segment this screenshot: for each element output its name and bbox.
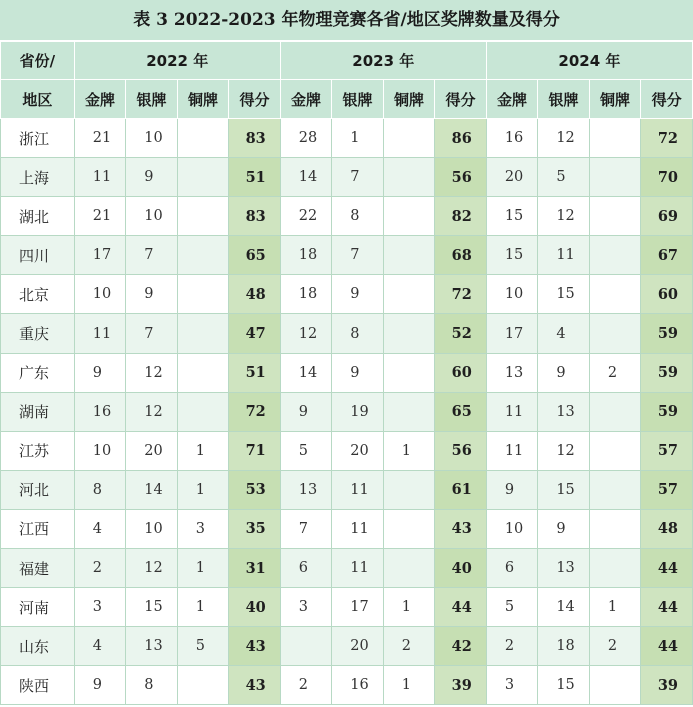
score-cell-2022: 43 <box>229 627 281 666</box>
gold-cell-2024: 3 <box>486 666 538 705</box>
gold-cell-2023: 6 <box>280 549 332 588</box>
bronze-cell-2024 <box>589 158 641 197</box>
silver-cell-2023: 9 <box>332 353 384 392</box>
gold-cell-2023: 22 <box>280 197 332 236</box>
score-cell-2022: 83 <box>229 197 281 236</box>
bronze-cell-2023: 1 <box>383 431 435 470</box>
gold-cell-2023: 13 <box>280 470 332 509</box>
silver-cell-2023: 11 <box>332 549 384 588</box>
gold-cell-2024: 20 <box>486 158 538 197</box>
table-row <box>1 119 693 158</box>
gold-cell-2023: 2 <box>280 666 332 705</box>
bronze-cell-2023: 1 <box>383 666 435 705</box>
gold-cell-2024: 11 <box>486 431 538 470</box>
score-cell-2023: 60 <box>435 353 487 392</box>
bronze-cell-2023 <box>383 353 435 392</box>
table-row <box>1 666 693 705</box>
score-cell-2023: 61 <box>435 470 487 509</box>
score-cell-2023: 65 <box>435 392 487 431</box>
gold-cell-2022: 8 <box>74 470 126 509</box>
gold-cell-2024: 9 <box>486 470 538 509</box>
col-gold-2023: 金牌 <box>280 80 332 119</box>
province-cell: 湖北 <box>1 197 75 236</box>
bronze-cell-2022 <box>177 119 229 158</box>
table-body <box>1 119 693 705</box>
score-cell-2023: 56 <box>435 431 487 470</box>
gold-cell-2022: 2 <box>74 549 126 588</box>
gold-cell-2024: 15 <box>486 197 538 236</box>
bronze-cell-2022 <box>177 158 229 197</box>
silver-cell-2024: 13 <box>538 549 590 588</box>
score-cell-2024: 72 <box>641 119 693 158</box>
table-row <box>1 509 693 548</box>
silver-cell-2023: 7 <box>332 158 384 197</box>
score-cell-2022: 51 <box>229 353 281 392</box>
score-cell-2023: 82 <box>435 197 487 236</box>
gold-cell-2024: 10 <box>486 275 538 314</box>
score-cell-2024: 48 <box>641 509 693 548</box>
bronze-cell-2023 <box>383 470 435 509</box>
bronze-cell-2022: 5 <box>177 627 229 666</box>
province-cell: 山东 <box>1 627 75 666</box>
bronze-cell-2022: 1 <box>177 431 229 470</box>
score-cell-2023: 42 <box>435 627 487 666</box>
silver-cell-2024: 5 <box>538 158 590 197</box>
silver-cell-2022: 10 <box>126 119 178 158</box>
bronze-cell-2024 <box>589 392 641 431</box>
score-cell-2024: 59 <box>641 314 693 353</box>
silver-cell-2023: 7 <box>332 236 384 275</box>
score-cell-2024: 44 <box>641 588 693 627</box>
bronze-cell-2024 <box>589 666 641 705</box>
silver-cell-2022: 7 <box>126 236 178 275</box>
silver-cell-2023: 20 <box>332 627 384 666</box>
gold-cell-2023: 14 <box>280 158 332 197</box>
year-header-2022: 2022 年 <box>74 42 280 80</box>
bronze-cell-2024 <box>589 236 641 275</box>
silver-cell-2023: 8 <box>332 314 384 353</box>
gold-cell-2022: 4 <box>74 509 126 548</box>
gold-cell-2022: 11 <box>74 314 126 353</box>
table-row <box>1 549 693 588</box>
bronze-cell-2023 <box>383 119 435 158</box>
silver-cell-2022: 9 <box>126 158 178 197</box>
col-gold-2022: 金牌 <box>74 80 126 119</box>
silver-cell-2023: 11 <box>332 509 384 548</box>
score-cell-2024: 59 <box>641 392 693 431</box>
silver-cell-2022: 14 <box>126 470 178 509</box>
province-cell: 重庆 <box>1 314 75 353</box>
silver-cell-2022: 20 <box>126 431 178 470</box>
bronze-cell-2022 <box>177 392 229 431</box>
bronze-cell-2024 <box>589 197 641 236</box>
gold-cell-2022: 21 <box>74 197 126 236</box>
year-header-2024: 2024 年 <box>486 42 692 80</box>
silver-cell-2024: 13 <box>538 392 590 431</box>
score-cell-2024: 60 <box>641 275 693 314</box>
gold-cell-2024: 11 <box>486 392 538 431</box>
score-cell-2022: 48 <box>229 275 281 314</box>
col-gold-2024: 金牌 <box>486 80 538 119</box>
score-cell-2022: 43 <box>229 666 281 705</box>
silver-cell-2023: 19 <box>332 392 384 431</box>
silver-cell-2023: 20 <box>332 431 384 470</box>
province-cell: 福建 <box>1 549 75 588</box>
bronze-cell-2023: 2 <box>383 627 435 666</box>
bronze-cell-2024: 1 <box>589 588 641 627</box>
gold-cell-2023: 5 <box>280 431 332 470</box>
col-silver-2022: 银牌 <box>126 80 178 119</box>
gold-cell-2024: 10 <box>486 509 538 548</box>
bronze-cell-2024 <box>589 549 641 588</box>
score-cell-2023: 56 <box>435 158 487 197</box>
score-cell-2024: 57 <box>641 470 693 509</box>
col-silver-2023: 银牌 <box>332 80 384 119</box>
bronze-cell-2024: 2 <box>589 353 641 392</box>
table-row <box>1 197 693 236</box>
score-cell-2023: 39 <box>435 666 487 705</box>
gold-cell-2023: 12 <box>280 314 332 353</box>
gold-cell-2024: 2 <box>486 627 538 666</box>
silver-cell-2023: 1 <box>332 119 384 158</box>
bronze-cell-2022 <box>177 275 229 314</box>
table-row <box>1 353 693 392</box>
score-cell-2024: 59 <box>641 353 693 392</box>
gold-cell-2023: 18 <box>280 275 332 314</box>
bronze-cell-2022: 1 <box>177 549 229 588</box>
gold-cell-2022: 9 <box>74 666 126 705</box>
silver-cell-2023: 8 <box>332 197 384 236</box>
score-cell-2024: 69 <box>641 197 693 236</box>
gold-cell-2024: 16 <box>486 119 538 158</box>
col-bronze-2022: 铜牌 <box>177 80 229 119</box>
table-row <box>1 158 693 197</box>
score-cell-2023: 68 <box>435 236 487 275</box>
silver-cell-2022: 15 <box>126 588 178 627</box>
gold-cell-2024: 5 <box>486 588 538 627</box>
table-row <box>1 392 693 431</box>
score-cell-2022: 72 <box>229 392 281 431</box>
silver-cell-2024: 9 <box>538 509 590 548</box>
province-cell: 广东 <box>1 353 75 392</box>
bronze-cell-2023 <box>383 509 435 548</box>
gold-cell-2022: 9 <box>74 353 126 392</box>
silver-cell-2024: 11 <box>538 236 590 275</box>
score-cell-2022: 40 <box>229 588 281 627</box>
bronze-cell-2022 <box>177 197 229 236</box>
silver-cell-2022: 13 <box>126 627 178 666</box>
bronze-cell-2023: 1 <box>383 588 435 627</box>
silver-cell-2022: 12 <box>126 353 178 392</box>
gold-cell-2023: 3 <box>280 588 332 627</box>
score-cell-2024: 44 <box>641 627 693 666</box>
gold-cell-2024: 6 <box>486 549 538 588</box>
bronze-cell-2022: 1 <box>177 588 229 627</box>
province-cell: 湖南 <box>1 392 75 431</box>
bronze-cell-2023 <box>383 392 435 431</box>
province-cell: 四川 <box>1 236 75 275</box>
medal-table <box>0 41 693 705</box>
province-cell: 江苏 <box>1 431 75 470</box>
province-cell: 河南 <box>1 588 75 627</box>
gold-cell-2022: 10 <box>74 431 126 470</box>
silver-cell-2022: 10 <box>126 509 178 548</box>
score-cell-2023: 43 <box>435 509 487 548</box>
silver-cell-2022: 9 <box>126 275 178 314</box>
score-cell-2024: 44 <box>641 549 693 588</box>
gold-cell-2023: 28 <box>280 119 332 158</box>
gold-cell-2022: 21 <box>74 119 126 158</box>
score-cell-2024: 39 <box>641 666 693 705</box>
silver-cell-2022: 7 <box>126 314 178 353</box>
score-cell-2022: 35 <box>229 509 281 548</box>
silver-cell-2024: 12 <box>538 119 590 158</box>
silver-cell-2024: 18 <box>538 627 590 666</box>
province-header-top: 省份/ <box>1 42 75 80</box>
gold-cell-2023 <box>280 627 332 666</box>
gold-cell-2024: 15 <box>486 236 538 275</box>
province-cell: 上海 <box>1 158 75 197</box>
bronze-cell-2024 <box>589 509 641 548</box>
province-cell: 浙江 <box>1 119 75 158</box>
bronze-cell-2022 <box>177 666 229 705</box>
gold-cell-2023: 7 <box>280 509 332 548</box>
table-row <box>1 431 693 470</box>
score-cell-2024: 70 <box>641 158 693 197</box>
bronze-cell-2023 <box>383 549 435 588</box>
silver-cell-2024: 9 <box>538 353 590 392</box>
score-cell-2024: 67 <box>641 236 693 275</box>
col-bronze-2023: 铜牌 <box>383 80 435 119</box>
province-cell: 陕西 <box>1 666 75 705</box>
silver-cell-2024: 4 <box>538 314 590 353</box>
score-cell-2022: 47 <box>229 314 281 353</box>
score-cell-2023: 40 <box>435 549 487 588</box>
bronze-cell-2022: 3 <box>177 509 229 548</box>
silver-cell-2023: 16 <box>332 666 384 705</box>
year-header-2023: 2023 年 <box>280 42 486 80</box>
province-cell: 北京 <box>1 275 75 314</box>
province-cell: 河北 <box>1 470 75 509</box>
bronze-cell-2022 <box>177 236 229 275</box>
silver-cell-2023: 9 <box>332 275 384 314</box>
bronze-cell-2023 <box>383 275 435 314</box>
province-header-bottom: 地区 <box>1 80 75 119</box>
score-cell-2023: 44 <box>435 588 487 627</box>
score-cell-2023: 72 <box>435 275 487 314</box>
bronze-cell-2023 <box>383 314 435 353</box>
col-score-2022: 得分 <box>229 80 281 119</box>
silver-cell-2022: 12 <box>126 392 178 431</box>
gold-cell-2022: 16 <box>74 392 126 431</box>
bronze-cell-2024 <box>589 431 641 470</box>
score-cell-2022: 53 <box>229 470 281 509</box>
col-bronze-2024: 铜牌 <box>589 80 641 119</box>
table-row <box>1 470 693 509</box>
col-silver-2024: 银牌 <box>538 80 590 119</box>
score-cell-2022: 31 <box>229 549 281 588</box>
gold-cell-2022: 17 <box>74 236 126 275</box>
score-cell-2022: 51 <box>229 158 281 197</box>
silver-cell-2024: 14 <box>538 588 590 627</box>
gold-cell-2022: 4 <box>74 627 126 666</box>
silver-cell-2024: 12 <box>538 431 590 470</box>
bronze-cell-2024 <box>589 470 641 509</box>
gold-cell-2022: 11 <box>74 158 126 197</box>
table-row <box>1 275 693 314</box>
silver-cell-2022: 8 <box>126 666 178 705</box>
score-cell-2022: 65 <box>229 236 281 275</box>
gold-cell-2024: 17 <box>486 314 538 353</box>
gold-cell-2022: 3 <box>74 588 126 627</box>
table-title: 表 3 2022-2023 年物理竞赛各省/地区奖牌数量及得分 <box>0 0 693 41</box>
silver-cell-2022: 12 <box>126 549 178 588</box>
silver-cell-2024: 15 <box>538 666 590 705</box>
bronze-cell-2022: 1 <box>177 470 229 509</box>
province-cell: 江西 <box>1 509 75 548</box>
bronze-cell-2024 <box>589 275 641 314</box>
silver-cell-2023: 11 <box>332 470 384 509</box>
col-score-2023: 得分 <box>435 80 487 119</box>
score-cell-2023: 52 <box>435 314 487 353</box>
bronze-cell-2022 <box>177 314 229 353</box>
gold-cell-2023: 9 <box>280 392 332 431</box>
score-cell-2023: 86 <box>435 119 487 158</box>
bronze-cell-2024 <box>589 314 641 353</box>
table-header <box>1 42 693 119</box>
bronze-cell-2024: 2 <box>589 627 641 666</box>
silver-cell-2022: 10 <box>126 197 178 236</box>
score-cell-2022: 71 <box>229 431 281 470</box>
gold-cell-2023: 18 <box>280 236 332 275</box>
table-row <box>1 627 693 666</box>
bronze-cell-2022 <box>177 353 229 392</box>
gold-cell-2023: 14 <box>280 353 332 392</box>
score-cell-2022: 83 <box>229 119 281 158</box>
bronze-cell-2024 <box>589 119 641 158</box>
silver-cell-2024: 15 <box>538 470 590 509</box>
col-score-2024: 得分 <box>641 80 693 119</box>
gold-cell-2024: 13 <box>486 353 538 392</box>
bronze-cell-2023 <box>383 236 435 275</box>
gold-cell-2022: 10 <box>74 275 126 314</box>
table-row <box>1 588 693 627</box>
bronze-cell-2023 <box>383 197 435 236</box>
score-cell-2024: 57 <box>641 431 693 470</box>
silver-cell-2024: 15 <box>538 275 590 314</box>
table-row <box>1 314 693 353</box>
silver-cell-2023: 17 <box>332 588 384 627</box>
bronze-cell-2023 <box>383 158 435 197</box>
table-row <box>1 236 693 275</box>
silver-cell-2024: 12 <box>538 197 590 236</box>
